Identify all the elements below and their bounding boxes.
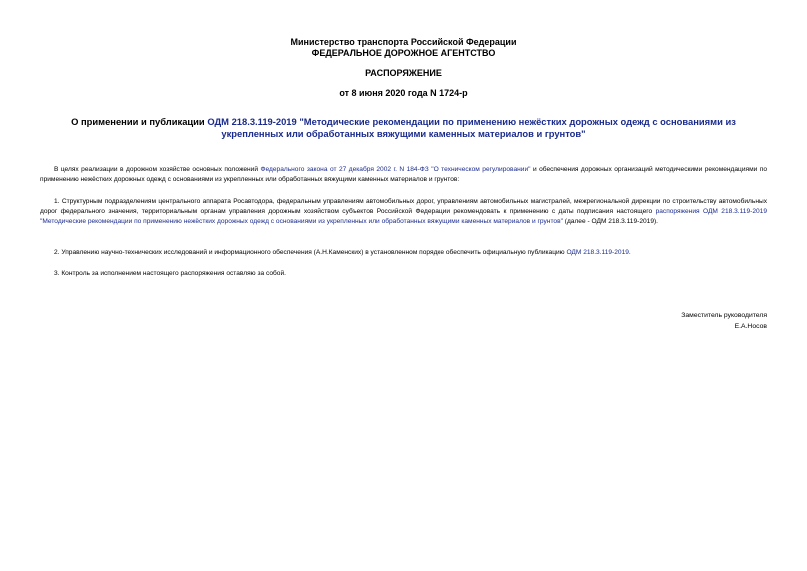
title-link-odm[interactable]: ОДМ 218.3.119-2019 "Методические рекомендации по применению нежёстких дорожных одежд с основаниями из укрепленных или обработанных вяжущими каменных материалов и грунтов" xyxy=(207,116,736,139)
item-1-text-end: (далее - ОДМ 218.3.119-2019). xyxy=(562,218,659,225)
item-2-text-start: 2. Управлению научно-технических исследований и информационного обеспечения (А.Н.Каменских) в установленном порядке обеспечить официальную публикацию xyxy=(54,249,567,256)
item-1-link-odm[interactable]: ОДМ 218.3.119-2019 "Методические рекомендации по применению нежёстких дорожных одежд с основаниями из укрепленных или обработанных вяжущими каменных материалов и грунтов" xyxy=(40,208,767,225)
intro-text-start: В целях реализации в дорожном хозяйстве основных положений xyxy=(54,166,261,173)
signature-name: Е.А.Носов xyxy=(734,323,767,330)
item-1-paragraph xyxy=(40,197,767,227)
intro-text-end: и обеспечения дорожных организаций методическими рекомендациями по применению нежёстких дорожных одежд с основаниями из укрепленных или обработанных вяжущими каменных материалов и грунтов: xyxy=(40,166,767,183)
intro-link-federal-law[interactable]: Федерального закона от 27 декабря 2002 г. N 184-ФЗ "О техническом регулировании" xyxy=(260,166,531,173)
agency-name: ФЕДЕРАЛЬНОЕ ДОРОЖНОЕ АГЕНТСТВО xyxy=(311,48,496,58)
item-3-paragraph: 3. Контроль за исполнением настоящего распоряжения оставляю за собой. xyxy=(54,270,286,277)
item-2-link-odm[interactable]: ОДМ 218.3.119-2019 xyxy=(566,249,629,256)
item-2-text-end: . xyxy=(628,249,631,256)
document-title xyxy=(40,116,767,140)
document-date-number: от 8 июня 2020 года N 1724-р xyxy=(339,88,468,98)
title-prefix: О применении и публикации xyxy=(71,116,208,127)
intro-paragraph xyxy=(40,165,767,185)
item-1-text-start: 1. Структурным подразделениям центрального аппарата Росавтодора, федеральным управлениям автомобильных дорог, управлениям автомобильных магистралей, межрегиональной дирекции по строительству автомобильных дорог федерального значения, территориальным органам управления дорожным хозяйством субъектов Российской Федерации рекомендовать к применению с даты подписания настоящего xyxy=(40,198,767,215)
ministry-name: Министерство транспорта Российской Федерации xyxy=(290,37,517,47)
signature-position: Заместитель руководителя xyxy=(681,312,767,319)
document-type: РАСПОРЯЖЕНИЕ xyxy=(365,68,442,78)
item-1-link-order[interactable]: распоряжения xyxy=(655,208,700,215)
item-2-paragraph xyxy=(40,248,767,258)
